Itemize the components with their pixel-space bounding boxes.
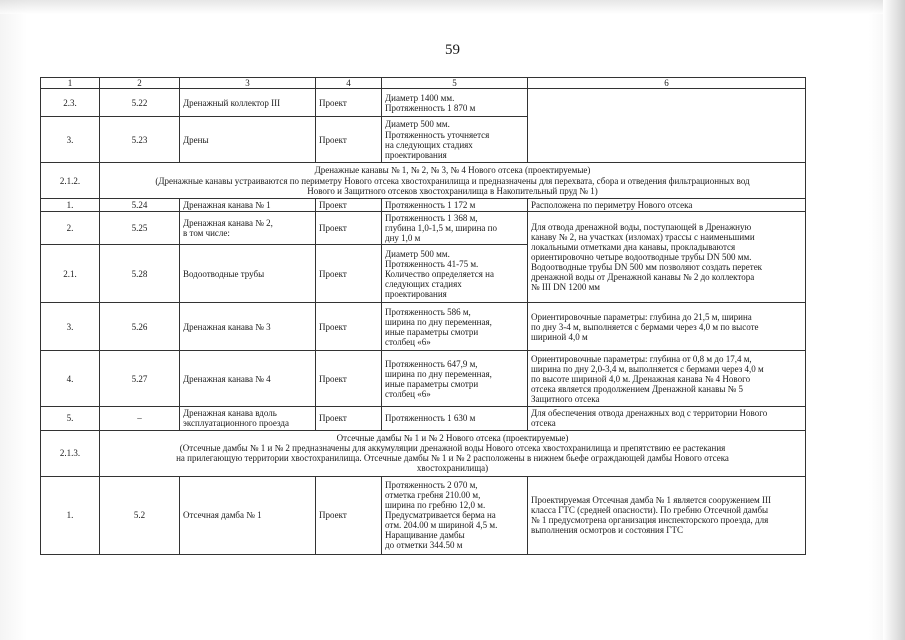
param-line: Диаметр 1400 мм. — [385, 92, 455, 103]
param-line: Протяженность 586 м, — [385, 306, 471, 317]
section-number: 2.1.2. — [41, 163, 100, 199]
row-params — [382, 303, 528, 351]
param-line: столбец «6» — [385, 388, 431, 399]
row-name: Дренажный коллектор III — [180, 89, 316, 117]
row-status: Проект — [316, 303, 382, 351]
row-code: 5.24 — [100, 199, 180, 212]
name-line: Дренажная канава № 2, — [183, 218, 273, 229]
row-number: 1. — [41, 476, 100, 554]
row-name: Отсечная дамба № 1 — [180, 476, 316, 554]
column-number-row — [41, 78, 806, 89]
param-line: иные параметры смотри — [385, 378, 479, 389]
row-params — [382, 117, 528, 163]
objects-table — [40, 77, 806, 555]
note-line: Для отвода дренажной воды, поступающей в Дренажную — [531, 222, 752, 232]
row-code: 5.27 — [100, 351, 180, 407]
section-description: хвостохранилища) — [416, 463, 489, 474]
param-line: ширина по гребню 12,0 м. — [385, 499, 486, 510]
name-line: эксплуатационного проезда — [183, 418, 289, 429]
table-row — [41, 303, 806, 351]
note-line: Ориентировочные параметры: глубина до 21,5 м, ширина — [531, 311, 752, 322]
section-row — [41, 430, 806, 476]
param-line: Диаметр 500 мм. — [385, 119, 450, 130]
param-line: проектирования — [385, 289, 447, 299]
param-line: Предусматривается берма на — [385, 510, 496, 520]
row-status: Проект — [316, 245, 382, 303]
row-name: Водоотводные трубы — [180, 245, 316, 303]
table-row — [41, 476, 806, 554]
row-params — [382, 89, 528, 117]
row-status: Проект — [316, 407, 382, 430]
row-note — [528, 476, 806, 554]
row-code: 5.2 — [100, 476, 180, 554]
section-description: (Дренажные канавы устраиваются по периметру Нового отсека хвостохранилища и предназначены для перехвата, сбора и отведения фильтрационных вод — [155, 175, 750, 186]
row-code: – — [100, 407, 180, 430]
row-name: Дренажная канава № 3 — [180, 303, 316, 351]
column-number: 3 — [180, 78, 316, 89]
row-name: Дренажная канава № 4 — [180, 351, 316, 407]
column-number: 2 — [100, 78, 180, 89]
note-line: Водоотводные трубы DN 500 мм позволяют создать перетек — [531, 262, 763, 273]
name-line: в том числе: — [183, 228, 230, 239]
row-params: Протяженность 1 630 м — [382, 407, 528, 430]
section-number: 2.1.3. — [41, 430, 100, 476]
note-line: отсека — [531, 418, 556, 429]
param-line: иные параметры смотри — [385, 326, 479, 337]
param-line: ширина по дну переменная, — [385, 368, 492, 379]
param-line: Протяженность 41-75 м. — [385, 258, 479, 269]
param-line: на следующих стадиях — [385, 139, 473, 150]
table-row — [41, 351, 806, 407]
row-code: 5.28 — [100, 245, 180, 303]
note-line: ориентировочно четыре водоотводные трубы DN 500 мм. — [531, 252, 752, 263]
row-name — [180, 407, 316, 430]
row-params — [382, 245, 528, 303]
param-line: следующих стадиях — [385, 278, 462, 289]
section-description: на прилегающую территории хвостохранилища. Отсечные дамбы № 1 и № 2 расположены в нижнем бьефе ограждающей дамбы Нового отсека — [176, 453, 729, 464]
row-note: Расположена по периметру Нового отсека — [528, 199, 806, 212]
row-number: 3. — [41, 303, 100, 351]
param-line: дну 1,0 м — [385, 233, 421, 244]
param-line: Протяженность 2 070 м, — [385, 479, 478, 490]
param-line: Наращивание дамбы — [385, 530, 465, 541]
table-row — [41, 407, 806, 430]
row-name: Дренажная канава № 1 — [180, 199, 316, 212]
row-number: 3. — [41, 117, 100, 163]
row-code: 5.26 — [100, 303, 180, 351]
note-line: Защитного отсека — [531, 394, 600, 404]
row-note — [528, 212, 806, 303]
note-line: Проектируемая Отсечная дамба № 1 является сооружением III — [531, 494, 771, 505]
note-line: № III DN 1200 мм — [531, 282, 600, 293]
note-line: дренажной воды от Дренажной канавы № 2 до коллектора — [531, 272, 755, 283]
column-number: 5 — [382, 78, 528, 89]
row-status: Проект — [316, 89, 382, 117]
param-line: Протяженность 647,9 м, — [385, 358, 478, 369]
page-number: 59 — [445, 42, 460, 58]
param-line: Протяженность 1 870 м — [385, 102, 476, 113]
row-params — [382, 212, 528, 245]
note-line: Ориентировочные параметры: глубина от 0,8 м до 17,4 м, — [531, 353, 752, 364]
row-number: 2.1. — [41, 245, 100, 303]
row-params — [382, 351, 528, 407]
param-line: отм. 204.00 м шириной 4,5 м. — [385, 520, 498, 531]
row-number: 2.3. — [41, 89, 100, 117]
row-status: Проект — [316, 117, 382, 163]
param-line: Диаметр 500 мм. — [385, 248, 450, 259]
table-row — [41, 199, 806, 212]
row-note — [528, 407, 806, 430]
row-note — [528, 303, 806, 351]
param-line: до отметки 344.50 м — [385, 540, 463, 551]
note-line: отсека является продолжением Дренажной канавы № 5 — [531, 383, 743, 394]
note-line: по дну 3-4 м, выполняется с бермами через 4,0 м по высоте — [531, 321, 759, 332]
row-status: Проект — [316, 476, 382, 554]
section-heading — [100, 430, 806, 476]
note-line: Для обеспечения отвода дренажных вод с территории Нового — [531, 408, 768, 419]
param-line: глубина 1,0-1,5 м, ширина по — [385, 223, 497, 234]
table-row — [41, 212, 806, 245]
section-title: Дренажные канавы № 1, № 2, № 3, № 4 Нового отсека (проектируемые) — [314, 165, 591, 176]
row-number: 4. — [41, 351, 100, 407]
note-line: выполнения осмотров и состояния ГТС — [531, 525, 683, 536]
row-status: Проект — [316, 351, 382, 407]
row-number: 2. — [41, 212, 100, 245]
section-row — [41, 163, 806, 199]
row-status: Проект — [316, 199, 382, 212]
scan-shadow — [0, 0, 905, 14]
row-name: Дрены — [180, 117, 316, 163]
row-code: 5.22 — [100, 89, 180, 117]
table-row — [41, 89, 806, 117]
param-line: проектирования — [385, 149, 447, 160]
row-status: Проект — [316, 212, 382, 245]
note-line: локальными отметками дна канавы, прокладываются — [531, 242, 736, 253]
name-line: Дренажная канава вдоль — [183, 408, 277, 419]
column-number: 4 — [316, 78, 382, 89]
row-number: 5. — [41, 407, 100, 430]
row-note — [528, 351, 806, 407]
note-line: ширина по дну 2,0-3,4 м, выполняется с бермами через 4,0 м — [531, 363, 764, 374]
note-line: по высоте шириной 4,0 м. Дренажная канава № 4 Нового — [531, 373, 751, 384]
param-line: отметка гребня 210.00 м, — [385, 489, 481, 500]
section-description: (Отсечные дамбы № 1 и № 2 предназначены для аккумуляции дренажной воды Нового отсека хвостохранилища и препятствию ее растекания — [179, 442, 726, 453]
note-line: шириной 4,0 м — [531, 331, 588, 342]
row-params — [382, 476, 528, 554]
param-line: Протяженность уточняется — [385, 129, 490, 140]
section-title: Отсечные дамбы № 1 и № 2 Нового отсека (проектируемые) — [336, 432, 569, 443]
row-number: 1. — [41, 199, 100, 212]
param-line: столбец «6» — [385, 336, 431, 347]
param-line: Протяженность 1 368 м, — [385, 213, 478, 224]
note-line: № 1 предусмотрена организация инспекторского проезда, для — [531, 515, 769, 526]
column-number: 6 — [528, 78, 806, 89]
row-code: 5.23 — [100, 117, 180, 163]
section-description: Нового и Защитного отсеков хвостохранилища в Накопительный пруд № 1) — [307, 185, 598, 196]
note-line: канаву № 2, на участках (изломах) трассы с наименьшими — [531, 232, 755, 243]
column-number: 1 — [41, 78, 100, 89]
row-note-empty — [528, 89, 806, 163]
section-heading — [100, 163, 806, 199]
param-line: ширина по дну переменная, — [385, 316, 492, 327]
param-line: Количество определяется на — [385, 268, 494, 279]
page-edge — [883, 0, 905, 640]
note-line: класса ГТС (средней опасности). По гребню Отсечной дамбы — [531, 504, 769, 515]
row-name — [180, 212, 316, 245]
row-code: 5.25 — [100, 212, 180, 245]
row-params: Протяженность 1 172 м — [382, 199, 528, 212]
